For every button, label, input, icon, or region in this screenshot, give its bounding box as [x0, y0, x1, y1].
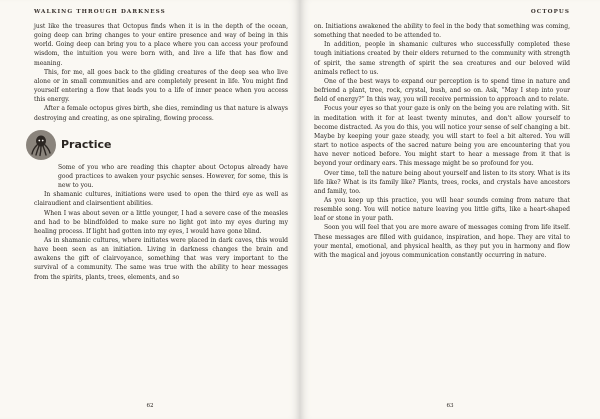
paragraph: One of the best ways to expand our perception is to spend time in nature and befriend a plant, tree, rock, crystal, bush, and so on. Ask, “May I step into your field of energy?” In this way, you will receive permission to approach and to relate.: [314, 77, 570, 104]
paragraph: As you keep up this practice, you will hear sounds coming from nature that resemble song. You will notice nature leaving you little gifts, like a heart-shaped leaf or stone in your path.: [314, 196, 570, 223]
paragraph: Over time, tell the nature being about yourself and listen to its story. What is its life like? What is its family like? Plants, trees, rocks, and crystals have ancestors and family, too.: [314, 169, 570, 195]
paragraph: Some of you who are reading this chapter about Octopus already have good practices to awaken your psychic senses. However, for some, this is new to you.: [58, 163, 288, 190]
left-page-number: 62: [146, 403, 154, 409]
right-page-text: [314, 22, 570, 260]
paragraph: on. Initiations awakened the ability to feel in the body that something was coming, something that needed to be attended to.: [314, 23, 570, 40]
paragraph: Focus your eyes so that your gaze is only on the being you are relating with. Sit in meditation with it for at least twenty minutes, and don't allow yourself to become distracted. As you do this, you will notice your sense of self changing a bit. Maybe by keeping your gaze steady, you will start to feel a bit altered. You will start to notice aspects of the sacred nature being you are encountering that you have never noticed before. You might start to hear a message from it that is beyond your ordinary ears. This message might be so profound for you.: [314, 105, 570, 168]
paragraph: In addition, people in shamanic cultures who successfully completed these tough initiations created by their elders returned to the community with strength of spirit, the same strength of spirit the sea creatures and our beloved wild animals reflect to us.: [314, 41, 570, 76]
practice-heading: [26, 130, 288, 160]
left-running-head: WALKING THROUGH DARKNESS: [34, 9, 166, 15]
paragraph: Soon you will feel that you are more aware of messages coming from life itself. These messages are filled with guidance, inspiration, and hope. They are vital to your mental, emotional, and physical health, as they put you in harmony and flow with the magical and joyous communication constantly occurring in nature.: [314, 224, 570, 259]
right-page-number: 63: [446, 403, 454, 409]
wrapped-text-block: [58, 163, 288, 190]
paragraph: In shamanic cultures, initiations were used to open the third eye as well as clairaudient and clairsentient abilities.: [34, 191, 288, 208]
right-running-head: OCTOPUS: [530, 9, 570, 15]
paragraph: This, for me, all goes back to the gliding creatures of the deep sea who live alone or in small communities and are completely present in life. You might find yourself entering a flow that leads you to a life of inner peace when you access this energy.: [34, 68, 288, 104]
paragraph: When I was about seven or a little younger, I had a severe case of the measles and had to be blindfolded to make sure no light got into my eyes during my healing process. If light had gotten into my eyes, I would have gone blind.: [34, 209, 288, 235]
paragraph: just like the treasures that Octopus finds when it is in the depth of the ocean, going deep can bring changes to your entire presence and way of being in this world. Going deep can bring you to a place where you can access your profound wisdom, the intuition you were born with, and live a life that has flow and meaning.: [34, 23, 288, 67]
section-title: Practice: [61, 138, 112, 152]
left-page-text: [34, 22, 288, 282]
paragraph: After a female octopus gives birth, she dies, reminding us that nature is always destroying and creating, as one spiraling, flowing process.: [34, 105, 288, 122]
octopus-icon: [26, 130, 56, 160]
right-page: [300, 0, 600, 419]
paragraph: As in shamanic cultures, where initiates were placed in dark caves, this would have been seen as an initiation. Living in darkness changes the brain and awakens the gift of clairvoyance, something that was very important to the survival of a community. The same was true with the ability to hear messages from the spirits, plants, trees, elements, and so: [34, 236, 288, 281]
